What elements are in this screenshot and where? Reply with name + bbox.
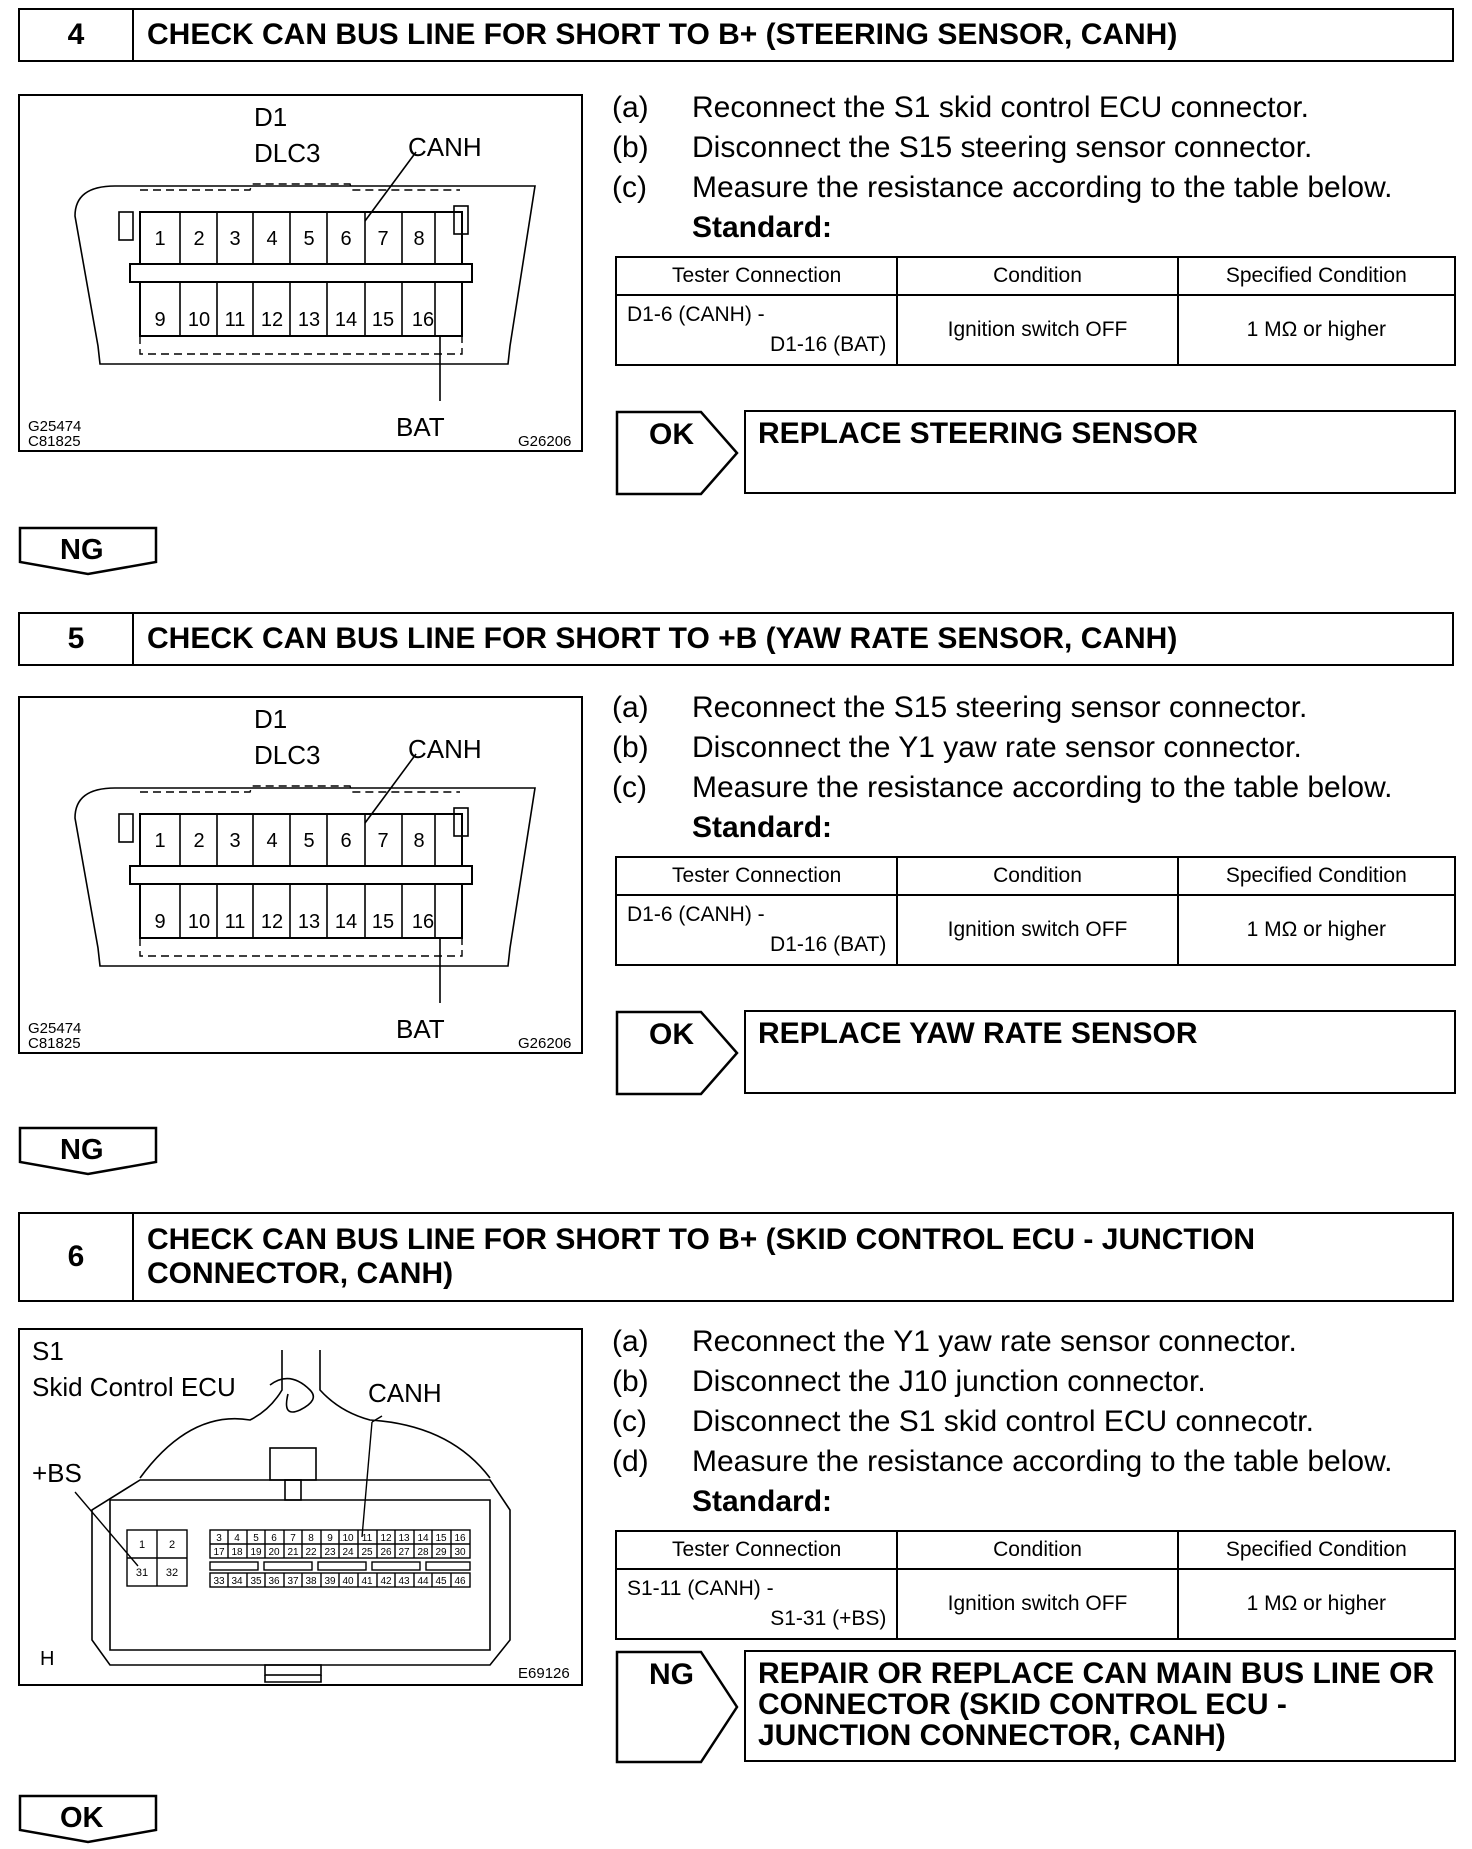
pin-label: 16 (411, 911, 435, 933)
spec-cell: 1 MΩ or higher (1178, 895, 1455, 965)
h-label: H (40, 1648, 55, 1670)
section-number: 4 (20, 10, 134, 60)
pin-label: 7 (377, 830, 389, 852)
pin-label: 14 (417, 1533, 429, 1544)
dlc3-connector-figure (18, 696, 583, 1054)
next-arrow-box: OK (18, 1794, 158, 1849)
pin-label: 9 (154, 309, 166, 331)
result-box: REPLACE STEERING SENSOR (744, 410, 1456, 494)
section-5-header (18, 612, 1454, 666)
pin-label: 38 (305, 1576, 317, 1587)
table-header: Tester Connection (616, 857, 897, 895)
pin-label: 19 (250, 1547, 262, 1558)
tester-connection-cell: D1-6 (CANH) - D1-16 (BAT) (616, 295, 897, 365)
pin-label: 43 (398, 1576, 410, 1587)
canh-label: CANH (408, 132, 482, 162)
dlc3-diagram (20, 96, 585, 454)
pin-label: 14 (334, 309, 358, 331)
pin-label: 41 (361, 1576, 373, 1587)
next-arrow-box: NG (18, 1126, 158, 1181)
pin-label: 8 (413, 228, 425, 250)
dlc3-connector-figure (18, 94, 583, 452)
pin-label: 4 (266, 228, 278, 250)
figure-code: G26206 (518, 1035, 572, 1052)
pin-label: 5 (253, 1533, 259, 1544)
pin-label: 27 (398, 1547, 410, 1558)
resistance-table (615, 856, 1456, 966)
pin-label: 14 (334, 911, 358, 933)
step: (c) Disconnect the S1 skid control ECU connecotr. (612, 1405, 1314, 1438)
spec-cell: 1 MΩ or higher (1178, 295, 1455, 365)
pin-label: 28 (417, 1547, 429, 1558)
pin-label: 9 (154, 911, 166, 933)
pin-label: 40 (342, 1576, 354, 1587)
pin-label: 3 (229, 228, 241, 250)
connector-id: D1 (254, 102, 288, 132)
figure-code: C81825 (28, 1035, 81, 1052)
pin-label: 36 (268, 1576, 280, 1587)
standard-label: Standard: (692, 1485, 833, 1518)
table-header: Condition (897, 1531, 1177, 1569)
pin-label: 26 (380, 1547, 392, 1558)
pin-label: 13 (297, 309, 321, 331)
pin-label: 1 (154, 830, 166, 852)
pin-label: 12 (380, 1533, 392, 1544)
connector-id: S1 (32, 1336, 64, 1366)
pin-label: 29 (435, 1547, 447, 1558)
spec-cell: 1 MΩ or higher (1178, 1569, 1455, 1639)
condition-cell: Ignition switch OFF (897, 895, 1177, 965)
connector-id: D1 (254, 704, 288, 734)
section-title: CHECK CAN BUS LINE FOR SHORT TO B+ (STEERING SENSOR, CANH) (147, 18, 1178, 51)
bat-label: BAT (396, 1014, 445, 1044)
bs-label: +BS (32, 1458, 82, 1488)
dlc3-diagram (20, 698, 585, 1056)
pin-label: 3 (216, 1533, 222, 1544)
section-number: 5 (20, 614, 134, 664)
pin-label: 39 (324, 1576, 336, 1587)
table-header: Condition (897, 257, 1177, 295)
step: (d) Measure the resistance according to the table below. (612, 1445, 1393, 1478)
result-box: REPLACE YAW RATE SENSOR (744, 1010, 1456, 1094)
table-header: Specified Condition (1178, 257, 1455, 295)
pin-label: 2 (168, 1539, 176, 1551)
pin-label: 31 (135, 1567, 149, 1579)
ok-result-arrow: OK (615, 1010, 739, 1101)
pin-label: 12 (260, 911, 284, 933)
ok-result-arrow: OK (615, 410, 739, 501)
step: (a) Reconnect the S1 skid control ECU connector. (612, 91, 1309, 124)
table-header: Tester Connection (616, 1531, 897, 1569)
pin-label: 15 (371, 911, 395, 933)
pin-label: 1 (138, 1539, 146, 1551)
figure-code: G25474 (28, 1020, 82, 1037)
pin-label: 10 (187, 911, 211, 933)
pin-label: 13 (398, 1533, 410, 1544)
pin-label: 4 (266, 830, 278, 852)
next-arrow-box: NG (18, 526, 158, 581)
step: (c) Measure the resistance according to the table below. (612, 171, 1393, 204)
section-6-steps (612, 1322, 1452, 1522)
pin-label: 9 (327, 1533, 333, 1544)
pin-label: 15 (371, 309, 395, 331)
pin-label: 25 (361, 1547, 373, 1558)
pin-label: 45 (435, 1576, 447, 1587)
pin-label: 16 (454, 1533, 466, 1544)
pin-label: 32 (165, 1567, 179, 1579)
pin-label: 4 (234, 1533, 240, 1544)
pin-label: 1 (154, 228, 166, 250)
skid-control-ecu-figure (18, 1328, 583, 1686)
pin-label: 30 (454, 1547, 466, 1558)
standard-label: Standard: (692, 811, 833, 844)
pin-label: 11 (224, 911, 246, 933)
pin-label: 6 (340, 830, 352, 852)
table-header: Specified Condition (1178, 857, 1455, 895)
connector-name: DLC3 (254, 138, 321, 168)
pin-label: 34 (231, 1576, 243, 1587)
pin-label: 2 (193, 830, 205, 852)
pin-label: 11 (361, 1533, 373, 1544)
figure-code: C81825 (28, 433, 81, 450)
section-5-steps (612, 688, 1452, 848)
step: (c) Measure the resistance according to the table below. (612, 771, 1393, 804)
pin-label: 13 (297, 911, 321, 933)
pin-label: 10 (187, 309, 211, 331)
pin-label: 24 (342, 1547, 354, 1558)
pin-label: 3 (229, 830, 241, 852)
standard-label: Standard: (692, 211, 833, 244)
pin-label: 10 (342, 1533, 354, 1544)
step: (a) Reconnect the Y1 yaw rate sensor connector. (612, 1325, 1297, 1358)
pin-label: 11 (224, 309, 246, 331)
section-title: CHECK CAN BUS LINE FOR SHORT TO B+ (SKID CONTROL ECU - JUNCTION CONNECTOR, CANH) (147, 1223, 1256, 1290)
resistance-table (615, 256, 1456, 366)
tester-connection-cell: S1-11 (CANH) - S1-31 (+BS) (616, 1569, 897, 1639)
pin-label: 12 (260, 309, 284, 331)
table-header: Tester Connection (616, 257, 897, 295)
connector-name: DLC3 (254, 740, 321, 770)
pin-label: 7 (377, 228, 389, 250)
bat-label: BAT (396, 412, 445, 442)
step: (b) Disconnect the Y1 yaw rate sensor connector. (612, 731, 1302, 764)
connector-name: Skid Control ECU (32, 1372, 236, 1402)
resistance-table (615, 1530, 1456, 1640)
figure-code: G26206 (518, 433, 572, 450)
pin-label: 6 (271, 1533, 277, 1544)
table-header: Specified Condition (1178, 1531, 1455, 1569)
section-4-steps (612, 88, 1452, 248)
ecu-connector-diagram (20, 1330, 585, 1688)
canh-label: CANH (408, 734, 482, 764)
pin-label: 20 (268, 1547, 280, 1558)
figure-code: E69126 (518, 1665, 570, 1682)
pin-label: 17 (213, 1547, 225, 1558)
canh-label: CANH (368, 1378, 442, 1408)
result-box: REPAIR OR REPLACE CAN MAIN BUS LINE OR CONNECTOR (SKID CONTROL ECU - JUNCTION CONNECTOR, CANH) (744, 1650, 1456, 1762)
pin-label: 22 (305, 1547, 317, 1558)
pin-label: 8 (413, 830, 425, 852)
pin-label: 33 (213, 1576, 225, 1587)
step: (a) Reconnect the S15 steering sensor connector. (612, 691, 1308, 724)
step: (b) Disconnect the S15 steering sensor connector. (612, 131, 1313, 164)
pin-label: 8 (308, 1533, 314, 1544)
pin-label: 18 (231, 1547, 243, 1558)
pin-label: 5 (303, 830, 315, 852)
section-4-header (18, 8, 1454, 62)
tester-connection-cell: D1-6 (CANH) - D1-16 (BAT) (616, 895, 897, 965)
condition-cell: Ignition switch OFF (897, 295, 1177, 365)
step: (b) Disconnect the J10 junction connector. (612, 1365, 1206, 1398)
pin-label: 44 (417, 1576, 429, 1587)
pin-label: 35 (250, 1576, 262, 1587)
pin-label: 7 (290, 1533, 296, 1544)
pin-label: 21 (287, 1547, 299, 1558)
section-6-header (18, 1212, 1454, 1302)
table-header: Condition (897, 857, 1177, 895)
pin-label: 16 (411, 309, 435, 331)
pin-label: 23 (324, 1547, 336, 1558)
figure-code: G25474 (28, 418, 82, 435)
section-number: 6 (20, 1214, 134, 1300)
pin-label: 46 (454, 1576, 466, 1587)
pin-label: 15 (435, 1533, 447, 1544)
pin-label: 37 (287, 1576, 299, 1587)
section-title: CHECK CAN BUS LINE FOR SHORT TO +B (YAW RATE SENSOR, CANH) (147, 622, 1178, 655)
condition-cell: Ignition switch OFF (897, 1569, 1177, 1639)
ng-result-arrow: NG (615, 1650, 739, 1769)
pin-label: 6 (340, 228, 352, 250)
pin-label: 2 (193, 228, 205, 250)
pin-label: 5 (303, 228, 315, 250)
pin-label: 42 (380, 1576, 392, 1587)
